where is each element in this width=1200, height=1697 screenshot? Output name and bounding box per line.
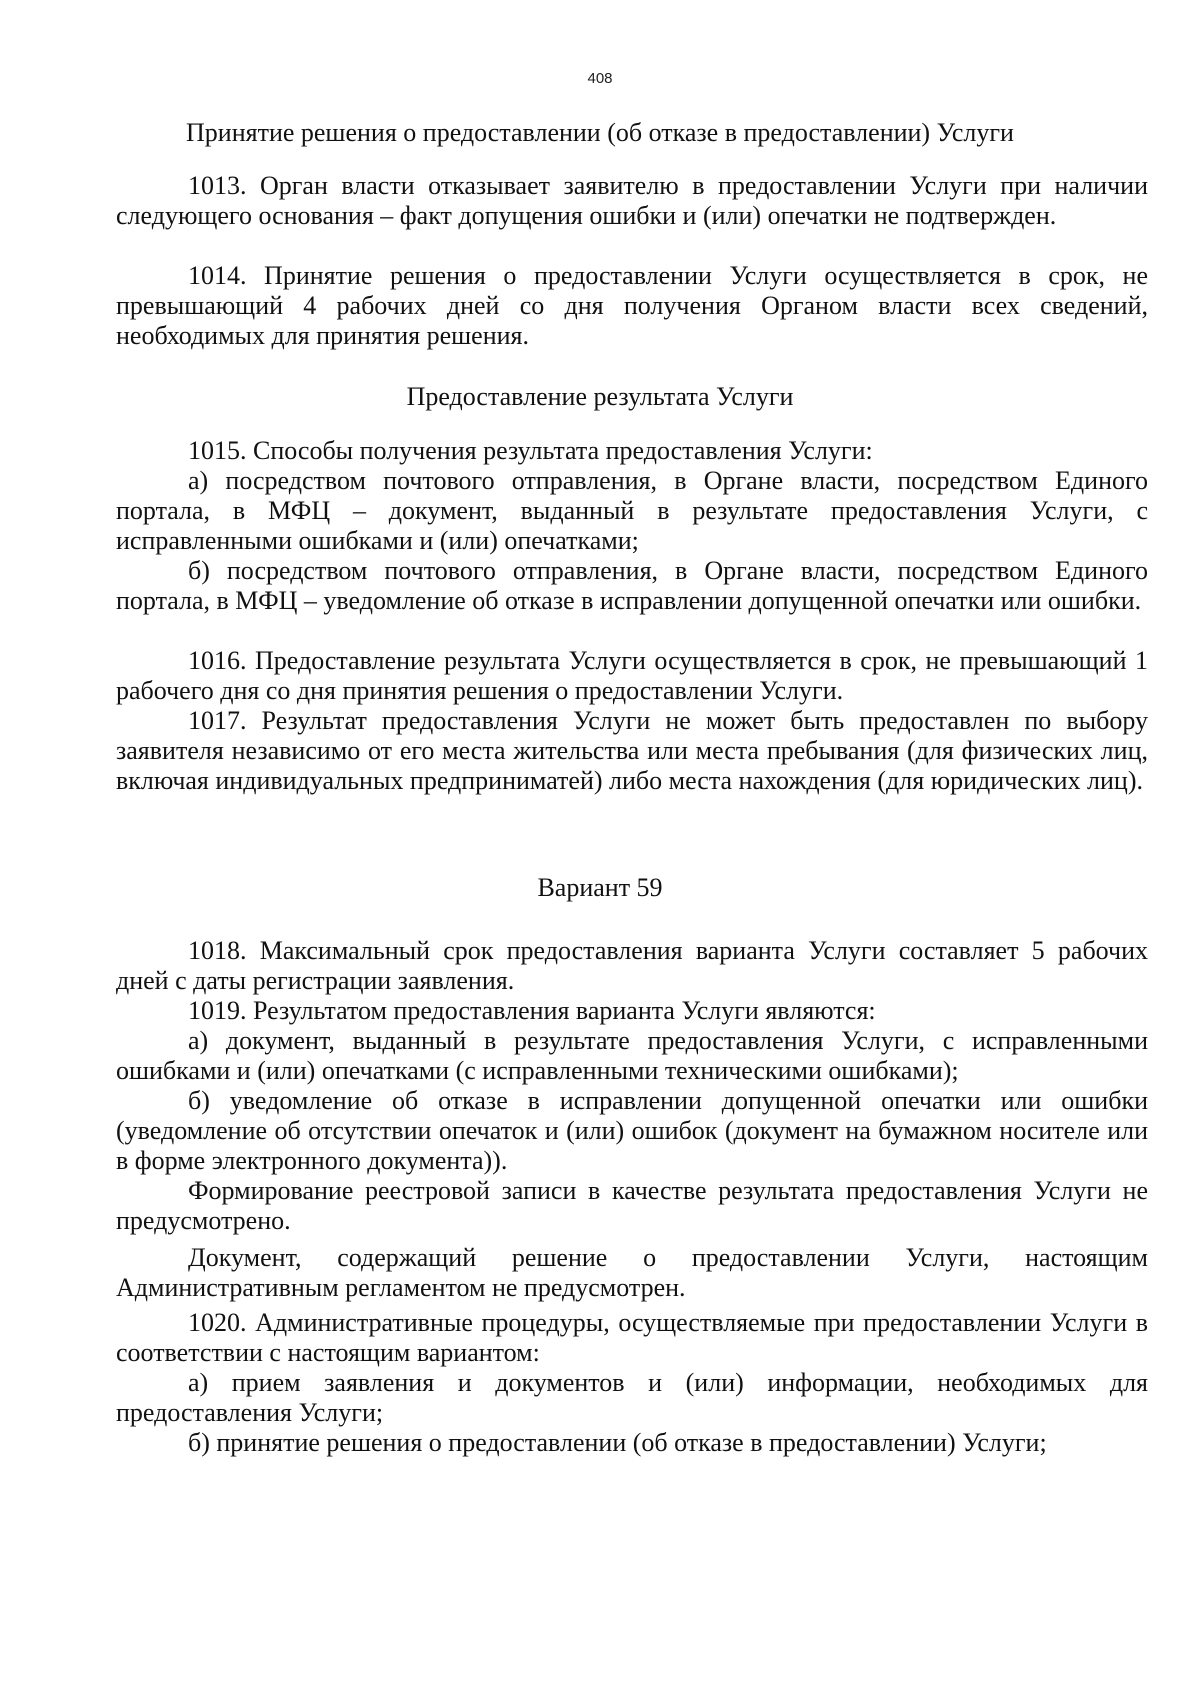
paragraph-1018: 1018. Максимальный срок предоставления варианта Услуги составляет 5 рабочих дней с даты регистрации заявления. xyxy=(116,936,1148,995)
heading-decision: Принятие решения о предоставлении (об отказе в предоставлении) Услуги xyxy=(186,118,1014,147)
paragraph-1020a: а) прием заявления и документов и (или) информации, необходимых для предоставления Услуги; xyxy=(116,1368,1148,1427)
paragraph-1020b: б) принятие решения о предоставлении (об отказе в предоставлении) Услуги; xyxy=(188,1428,1047,1457)
paragraph-1019a: а) документ, выданный в результате предоставления Услуги, с исправленными ошибками и (или) опечатками (с исправленными техническими ошибками); xyxy=(116,1026,1148,1085)
paragraph-1015: 1015. Способы получения результата предоставления Услуги: xyxy=(188,436,873,465)
page-number: 408 xyxy=(587,70,613,87)
paragraph-1015b: б) посредством почтового отправления, в Органе власти, посредством Единого портала, в МФЦ – уведомление об отказе в исправлении допущенной опечатки или ошибки. xyxy=(116,556,1148,615)
paragraph-1020: 1020. Административные процедуры, осуществляемые при предоставлении Услуги в соответствии с настоящим вариантом: xyxy=(116,1308,1148,1367)
paragraph-1019: 1019. Результатом предоставления варианта Услуги являются: xyxy=(188,996,876,1025)
heading-variant: Вариант 59 xyxy=(537,873,663,902)
heading-result: Предоставление результата Услуги xyxy=(406,382,794,411)
paragraph-1016: 1016. Предоставление результата Услуги осуществляется в срок, не превышающий 1 рабочего дня со дня принятия решения о предоставлении Услуги. xyxy=(116,646,1148,705)
paragraph-1015a: а) посредством почтового отправления, в Органе власти, посредством Единого портала, в МФЦ – документ, выданный в результате предоставления Услуги, с исправленными ошибками и (или) опечатками; xyxy=(116,466,1148,555)
paragraph-1013: 1013. Орган власти отказывает заявителю в предоставлении Услуги при наличии следующего основания – факт допущения ошибки и (или) опечатки не подтвержден. xyxy=(116,171,1148,230)
paragraph-1019b: б) уведомление об отказе в исправлении допущенной опечатки или ошибки (уведомление об отсутствии опечаток и (или) ошибок (документ на бумажном носителе или в форме электронного документа)). xyxy=(116,1086,1148,1175)
paragraph-decision-document: Документ, содержащий решение о предоставлении Услуги, настоящим Административным регламентом не предусмотрен. xyxy=(116,1243,1148,1302)
paragraph-1014: 1014. Принятие решения о предоставлении Услуги осуществляется в срок, не превышающий 4 рабочих дней со дня получения Органом власти всех сведений, необходимых для принятия решения. xyxy=(116,261,1148,350)
paragraph-1017: 1017. Результат предоставления Услуги не может быть предоставлен по выбору заявителя независимо от его места жительства или места пребывания (для физических лиц, включая индивидуальных предприниматей) либо места нахождения (для юридических лиц). xyxy=(116,706,1148,795)
paragraph-registry-record: Формирование реестровой записи в качестве результата предоставления Услуги не предусмотрено. xyxy=(116,1176,1148,1235)
